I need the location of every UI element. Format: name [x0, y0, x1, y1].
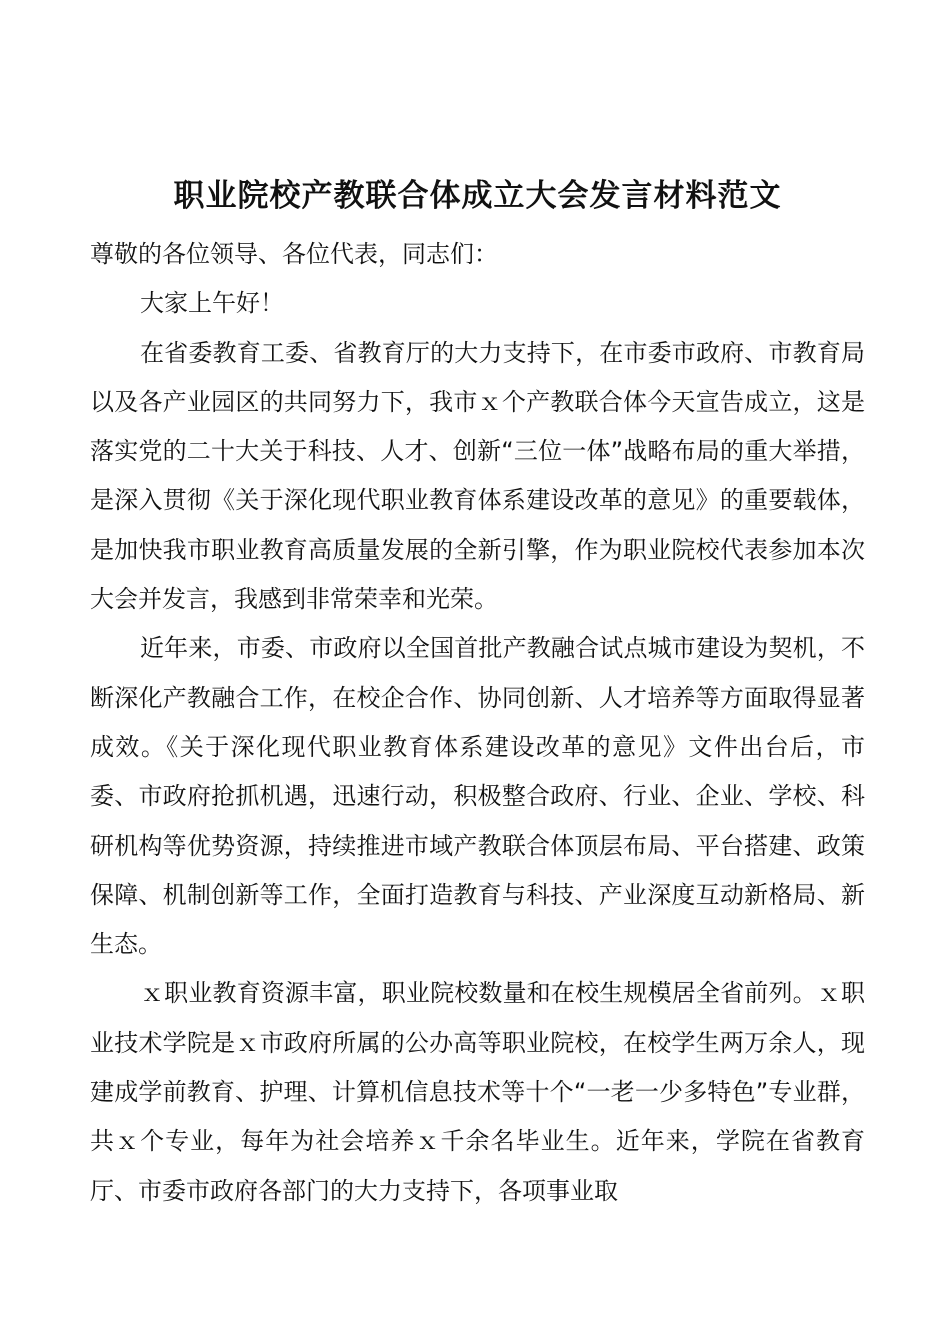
- document-title: 职业院校产教联合体成立大会发言材料范文: [173, 178, 782, 214]
- document-page: [90, 168, 865, 1216]
- paragraph-establishment: 在省委教育工委、省教育厅的大力支持下，在市委市政府、市教育局以及各产业园区的共同努力下，我市ｘ个产教联合体今天宣告成立，这是落实党的二十大关于科技、人才、创新“三位一体”战略布局的重大举措，是深入贯彻《关于深化现代职业教育体系建设改革的意见》的重要载体，是加快我市职业教育高质量发展的全新引擎，作为职业院校代表参加本次大会并发言，我感到非常荣幸和光荣。: [90, 338, 865, 614]
- paragraph-college-intro: ｘ职业教育资源丰富，职业院校数量和在校生规模居全省前列。ｘ职业技术学院是ｘ市政府所属的公办高等职业院校，在校学生两万余人，现建成学前教育、护理、计算机信息技术等十个“一老一少多特色”专业群，共ｘ个专业，每年为社会培养ｘ千余名毕业生。近年来，学院在省教育厅、市委市政府各部门的大力支持下，各项事业取: [90, 979, 865, 1205]
- paragraph-recent-years: 近年来，市委、市政府以全国首批产教融合试点城市建设为契机，不断深化产教融合工作，在校企合作、协同创新、人才培养等方面取得显著成效。《关于深化现代职业教育体系建设改革的意见》文件出台后，市委、市政府抢抓机遇，迅速行动，积极整合政府、行业、企业、学校、科研机构等优势资源，持续推进市域产教联合体顶层布局、平台搭建、政策保障、机制创新等工作，全面打造教育与科技、产业深度互动新格局、新生态。: [90, 634, 865, 959]
- salutation: 尊敬的各位领导、各位代表，同志们：: [90, 240, 498, 268]
- paragraph-greeting: 大家上午好！: [140, 289, 284, 318]
